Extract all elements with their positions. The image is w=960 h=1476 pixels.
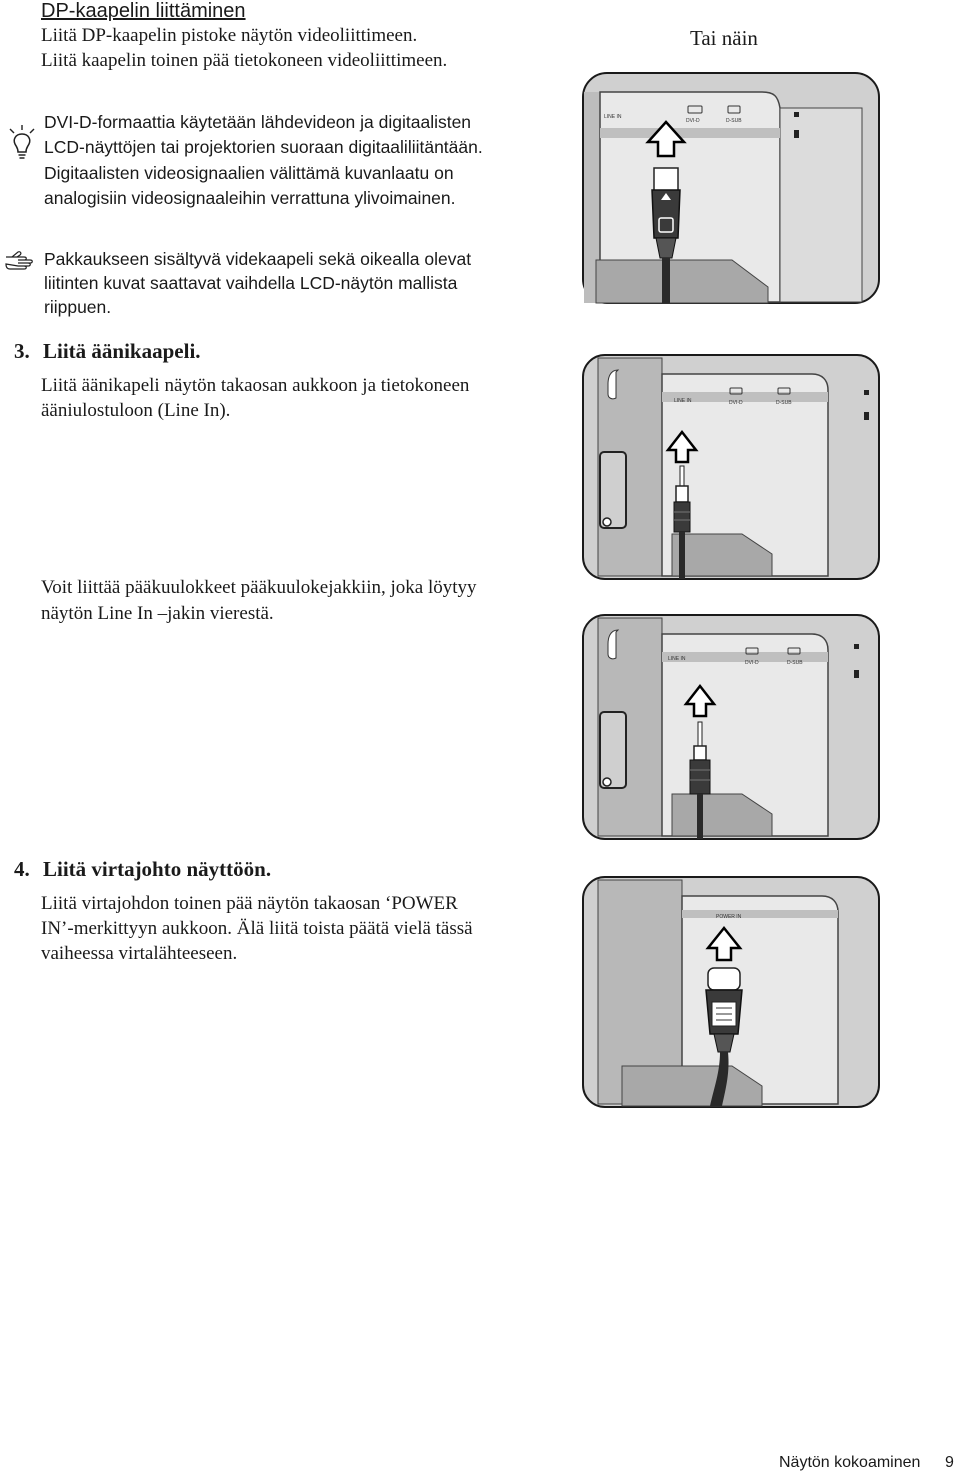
note-line-1: Pakkaukseen sisältyvä videkaapeli sekä oikealla olevat	[44, 249, 472, 269]
tip-line-3: Digitaalisten videosignaalien välittämä kuvanlaatu on	[44, 163, 454, 183]
port-label-dsub-2: D-SUB	[776, 400, 792, 406]
port-label-dsub-3: D-SUB	[787, 660, 803, 666]
step4-title: Liitä virtajohto näyttöön.	[43, 857, 272, 881]
power-connection-illustration	[582, 876, 880, 1108]
tip-line-2: LCD-näyttöjen tai projektorien suoraan digitaaliliitäntään.	[44, 137, 483, 157]
audio-connection-illustration	[582, 354, 880, 580]
port-label-dvi-2: DVI-D	[729, 400, 743, 406]
port-label-line-in: LINE IN	[604, 114, 622, 120]
tip-line-1: DVI-D-formaattia käytetään lähdevideon ja digitaalisten	[44, 112, 472, 132]
step4-number: 4.	[14, 857, 30, 881]
dp-instruction-2: Liitä kaapelin toinen pää tietokoneen videoliittimeen.	[41, 50, 448, 71]
dp-section-heading: DP-kaapelin liittäminen	[41, 0, 246, 22]
headphone-connection-illustration	[582, 614, 880, 840]
dp-connection-illustration	[582, 72, 880, 304]
port-label-dvi-3: DVI-D	[745, 660, 759, 666]
dp-instruction-1: Liitä DP-kaapelin pistoke näytön videoliittimeen.	[41, 25, 418, 46]
step4-line-2: IN’-merkittyyn aukkoon. Älä liitä toista päätä vielä tässä	[41, 918, 473, 939]
page-number: 9	[945, 1454, 954, 1471]
port-label-dvi: DVI-D	[686, 118, 700, 124]
port-label-dsub: D-SUB	[726, 118, 742, 124]
headphone-line-1: Voit liittää pääkuulokkeet pääkuulokejakkiin, joka löytyy	[41, 577, 477, 598]
port-label-power-in: POWER IN	[716, 914, 742, 920]
step4-line-1: Liitä virtajohdon toinen pää näytön takaosan ‘POWER	[41, 893, 458, 914]
step3-line-1: Liitä äänikapeli näytön takaosan aukkoon ja tietokoneen	[41, 375, 470, 396]
headphone-line-2: näytön Line In –jakin vierestä.	[41, 603, 274, 624]
lightbulb-icon	[6, 124, 38, 160]
footer-section-name: Näytön kokoaminen	[779, 1454, 921, 1471]
tip-line-4: analogisiin videosignaaleihin verrattuna ylivoimainen.	[44, 188, 456, 208]
note-line-3: riippuen.	[44, 297, 112, 317]
step3-title: Liitä äänikaapeli.	[43, 339, 201, 363]
step3-number: 3.	[14, 339, 30, 363]
pointing-hand-icon	[4, 250, 38, 270]
note-line-2: liitinten kuvat saattavat vaihdella LCD-näytön mallista	[44, 273, 458, 293]
alternative-label: Tai näin	[690, 26, 758, 50]
port-label-line-in-2: LINE IN	[674, 398, 692, 404]
port-label-line-in-3: LINE IN	[668, 656, 686, 662]
step3-line-2: ääniulostuloon (Line In).	[41, 400, 231, 421]
step4-line-3: vaiheessa virtalähteeseen.	[41, 943, 238, 964]
